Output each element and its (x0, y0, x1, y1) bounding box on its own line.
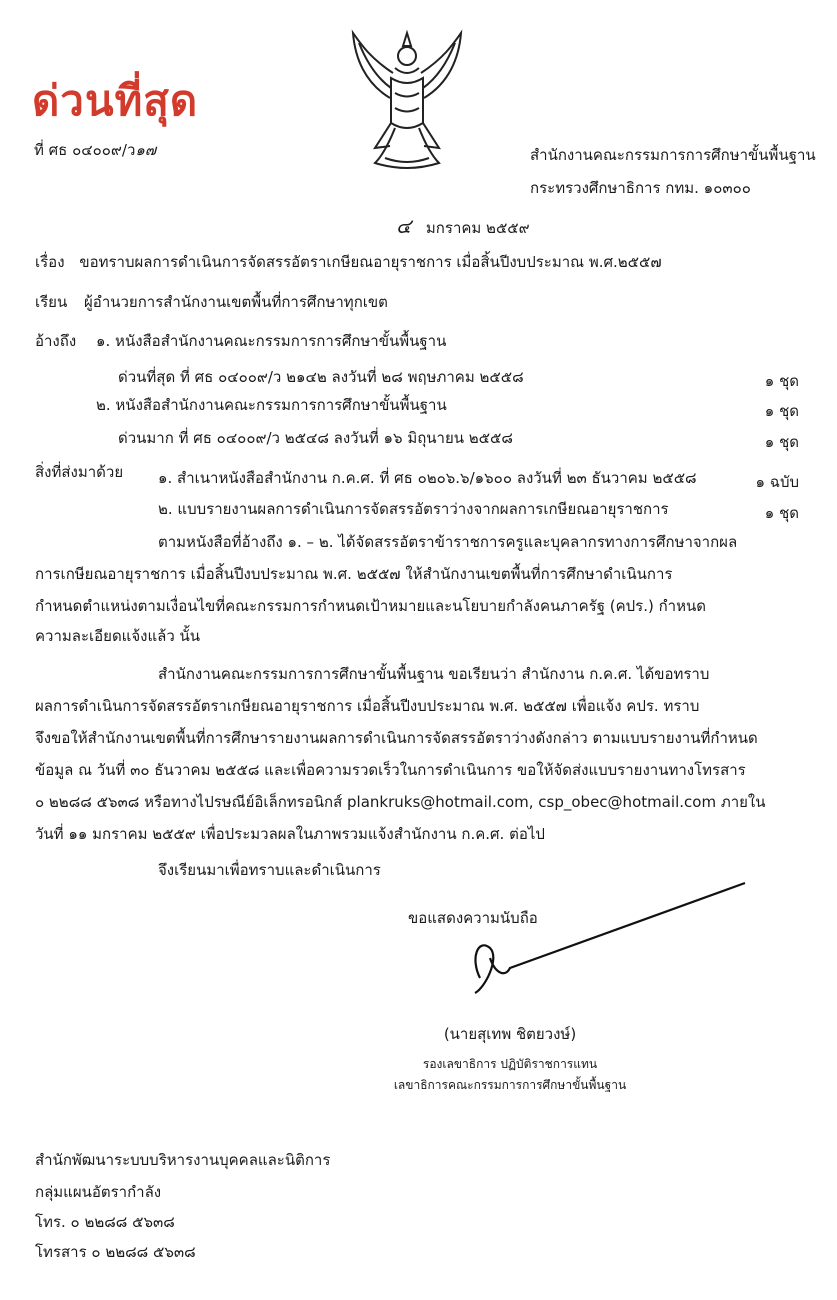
letter-date (396, 210, 530, 242)
document-number-handwritten: ๑๗ (135, 141, 157, 159)
references-label: อ้างถึง (35, 332, 77, 350)
paragraph2-line6: วันที่ ๑๑ มกราคม ๒๕๕๙ เพื่อประมวลผลในภาพรวมแจ้งสำนักงาน ก.ค.ศ. ต่อไป (35, 825, 545, 843)
handwritten-signature (450, 878, 750, 1008)
reference-2-qty-a: ๑ ชุด (764, 402, 799, 420)
enclosure-1-text: ๑. สำเนาหนังสือสำนักงาน ก.ค.ศ. ที่ ศธ ๐๒๐๖.๖/๑๖๐๐ ลงวันที่ ๒๓ ธันวาคม ๒๕๕๘ (158, 469, 697, 487)
recipient-text: ผู้อำนวยการสำนักงานเขตพื้นที่การศึกษาทุกเขต (84, 293, 388, 311)
subject-text: ขอทราบผลการดำเนินการจัดสรรอัตราเกษียณอายุราชการ เมื่อสิ้นปีงบประมาณ พ.ศ.๒๕๕๗ (79, 253, 662, 271)
subject-label: เรื่อง (35, 253, 65, 271)
footer-tel: โทร. ๐ ๒๒๘๘ ๕๖๓๘ (35, 1213, 175, 1231)
paragraph2-line3: จึงขอให้สำนักงานเขตพื้นที่การศึกษารายงานผลการดำเนินการจัดสรรอัตราว่างดังกล่าว ตามแบบรายงานที่กำหนด (35, 729, 758, 747)
signer-name: (นายสุเทพ ชิตยวงษ์) (443, 1025, 577, 1043)
subject-line (35, 250, 662, 274)
reference-1-qty: ๑ ชุด (764, 372, 799, 390)
paragraph2-line5: ๐ ๒๒๘๘ ๕๖๓๘ หรือทางไปรษณีย์อิเล็กทรอนิกส์ plankruks@hotmail.com, csp_obec@hotmail.com ภายใน (35, 793, 766, 811)
footer-office: สำนักพัฒนาระบบบริหารงานบุคคลและนิติการ (35, 1151, 331, 1169)
paragraph1-line3: กำหนดตำแหน่งตามเงื่อนไขที่คณะกรรมการกำหนดเป้าหมายและนโยบายกำลังคนภาครัฐ (คปร.) กำหนด (35, 597, 706, 615)
closing-request: จึงเรียนมาเพื่อทราบและดำเนินการ (158, 861, 381, 879)
enclosure-2-qty: ๑ ชุด (764, 504, 799, 522)
date-day-handwritten: ๔ (396, 214, 412, 238)
paragraph2-line4: ข้อมูล ณ วันที่ ๓๐ ธันวาคม ๒๕๕๘ และเพื่อความรวดเร็วในการดำเนินการ ขอให้จัดส่งแบบรายงานทางโทรสาร (35, 761, 746, 779)
reference-2-qty-b: ๑ ชุด (764, 433, 799, 451)
footer-group: กลุ่มแผนอัตรากำลัง (35, 1183, 162, 1201)
reference-1-line2: ด่วนที่สุด ที่ ศธ ๐๔๐๐๙/ว ๒๑๔๒ ลงวันที่ ๒๘ พฤษภาคม ๒๕๕๘ (118, 368, 524, 386)
paragraph1-line4: ความละเอียดแจ้งแล้ว นั้น (35, 627, 201, 645)
enclosure-1-qty: ๑ ฉบับ (755, 473, 799, 491)
document-number-prefix: ที่ ศธ ๐๔๐๐๙/ว (34, 141, 136, 159)
signer-position2: เลขาธิการคณะกรรมการการศึกษาขั้นพื้นฐาน (393, 1078, 627, 1092)
paragraph1-line2: การเกษียณอายุราชการ เมื่อสิ้นปีงบประมาณ พ.ศ. ๒๕๕๗ ให้สำนักงานเขตพื้นที่การศึกษาดำเนินการ (35, 565, 673, 583)
sender-line2: กระทรวงศึกษาธิการ กทม. ๑๐๓๐๐ (530, 179, 751, 197)
signer-position1: รองเลขาธิการ ปฏิบัติราชการแทน (422, 1057, 598, 1071)
recipient-line (35, 290, 388, 314)
sender-line1: สำนักงานคณะกรรมการการศึกษาขั้นพื้นฐาน (530, 146, 816, 164)
recipient-label: เรียน (35, 293, 68, 311)
reference-2-line2: ด่วนมาก ที่ ศธ ๐๔๐๐๙/ว ๒๕๔๘ ลงวันที่ ๑๖ มิถุนายน ๒๕๕๘ (118, 429, 513, 447)
paragraph2-line1: สำนักงานคณะกรรมการการศึกษาขั้นพื้นฐาน ขอเรียนว่า สำนักงาน ก.ค.ศ. ได้ขอทราบ (158, 665, 710, 683)
footer-fax: โทรสาร ๐ ๒๒๘๘ ๕๖๓๘ (35, 1243, 196, 1261)
garuda-emblem (345, 28, 470, 173)
urgency-stamp: ด่วนที่สุด (32, 76, 199, 125)
reference-2-line1: ๒. หนังสือสำนักงานคณะกรรมการการศึกษาขั้นพื้นฐาน (96, 396, 447, 414)
closing-phrase: ขอแสดงความนับถือ (408, 909, 538, 927)
paragraph2-line2: ผลการดำเนินการจัดสรรอัตราเกษียณอายุราชการ เมื่อสิ้นปีงบประมาณ พ.ศ. ๒๕๕๗ เพื่อแจ้ง คปร. ทราบ (35, 697, 700, 715)
document-number (34, 138, 156, 162)
paragraph1-line1: ตามหนังสือที่อ้างถึง ๑. – ๒. ได้จัดสรรอัตราข้าราชการครูและบุคลากรทางการศึกษาจากผล (158, 533, 738, 551)
date-text: มกราคม ๒๕๕๙ (425, 219, 530, 237)
enclosure-2-text: ๒. แบบรายงานผลการดำเนินการจัดสรรอัตราว่างจากผลการเกษียณอายุราชการ (158, 500, 669, 518)
enclosures-label: สิ่งที่ส่งมาด้วย (35, 463, 124, 481)
reference-1-line1: ๑. หนังสือสำนักงานคณะกรรมการการศึกษาขั้นพื้นฐาน (96, 332, 447, 350)
